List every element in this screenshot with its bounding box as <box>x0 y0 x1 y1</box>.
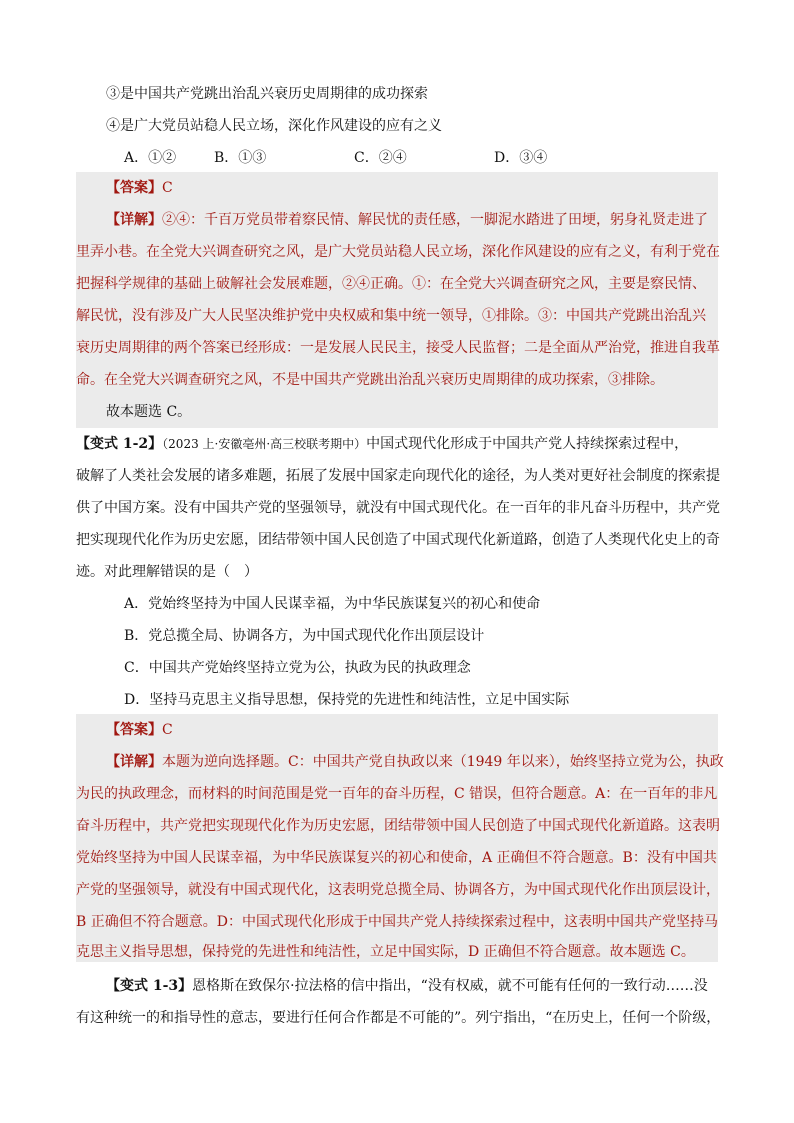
question-text-line: 把实现现代化作为历史宏愿，团结带领中国人民创造了中国式现代化新道路，创造了人类现代化史上的奇 <box>76 532 720 548</box>
detail-line: 衰历史周期律的两个答案已经形成：一是发展人民民主，接受人民监督；二是全面从严治党，推进自我革 <box>76 340 720 356</box>
detail-line: 党始终坚持为中国人民谋幸福，为中华民族谋复兴的初心和使命，A 正确但不符合题意。B：没有中国共 <box>76 850 717 866</box>
question-text-line: 破解了人类社会发展的诸多难题，拓展了发展中国家走向现代化的途径，为人类对更好社会制度的探索提 <box>76 468 720 484</box>
question-1-3-stem <box>106 976 708 996</box>
question-1-2-stem <box>76 434 688 454</box>
detail-line: 为民的执政理念，而材料的时间范围是党一百年的奋斗历程，C 错误，但符合题意。A：在一百年的非凡 <box>76 786 718 802</box>
detail-line: 命。在全党大兴调查研究之风，不是中国共产党跳出治乱兴衰历史周期律的成功探索，③排除。 <box>76 372 664 388</box>
question-text-line: 迹。对此理解错误的是（ ） <box>76 564 258 580</box>
detail-line: 克思主义指导思想，保持党的先进性和纯洁性，立足中国实际，D 正确但不符合题意。故本题选 C。 <box>76 944 695 960</box>
option-d: D．③④ <box>494 150 548 166</box>
option-c: C．②④ <box>354 150 407 166</box>
answer-tag: 【答案】 <box>106 722 162 738</box>
detail-line: 里弄小巷。在全党大兴调查研究之风，是广大党员站稳人民立场，深化作风建设的应有之义，有利于党在 <box>76 244 720 260</box>
detail-tag: 【详解】 <box>106 754 162 770</box>
option-b: B．党总揽全局、协调各方，为中国式现代化作出顶层设计 <box>124 628 485 644</box>
conclusion-text: 故本题选 C。 <box>106 404 192 420</box>
answer-line-2 <box>106 720 173 740</box>
answer-tag: 【答案】 <box>106 180 162 196</box>
question-text: 恩格斯在致保尔·拉法格的信中指出，“没有权威，就不可能有任何的一致行动……没 <box>192 978 708 994</box>
option-a: A．①② <box>124 150 177 166</box>
question-tag: 【变式 1-2】 <box>76 436 163 452</box>
detail-line: 把握科学规律的基础上破解社会发展难题，②④正确。①：在全党大兴调查研究之风，主要是察民情、 <box>76 276 706 292</box>
detail-line: B 正确但不符合题意。D：中国式现代化形成于中国共产党人持续探索过程中，这表明中国共产党坚持马 <box>76 914 718 930</box>
option-b: B．①③ <box>214 150 267 166</box>
answer-value: C <box>162 722 173 738</box>
statement-4: ④是广大党员站稳人民立场，深化作风建设的应有之义 <box>106 118 442 134</box>
detail-line: 产党的坚强领导，就没有中国式现代化，这表明党总揽全局、协调各方，为中国式现代化作出顶层设计， <box>76 882 720 898</box>
option-d: D．坚持马克思主义指导思想，保持党的先进性和纯洁性，立足中国实际 <box>124 692 570 708</box>
option-c: C．中国共产党始终坚持立党为公，执政为民的执政理念 <box>124 660 471 676</box>
detail-tag: 【详解】 <box>106 212 162 228</box>
question-tag: 【变式 1-3】 <box>106 978 193 994</box>
detail-line: 解民忧，没有涉及广大人民坚决维护党中央权威和集中统一领导，①排除。③：中国共产党跳出治乱兴 <box>76 308 706 324</box>
answer-line-1 <box>106 178 173 198</box>
question-text-line: 有这种统一的和指导性的意志，要进行任何合作都是不可能的”。列宁指出，“在历史上，任何一个阶级， <box>76 1010 721 1026</box>
statement-3: ③是中国共产党跳出治乱兴衰历史周期律的成功探索 <box>106 86 428 102</box>
question-text-line: 供了中国方案。没有中国共产党的坚强领导，就没有中国式现代化。在一百年的非凡奋斗历程中，共产党 <box>76 500 720 516</box>
question-text: 中国式现代化形成于中国共产党人持续探索过程中， <box>366 436 689 452</box>
detail-line <box>106 752 724 772</box>
detail-line: 奋斗历程中，共产党把实现现代化作为历史宏愿，团结带领中国人民创造了中国式现代化新道路。这表明 <box>76 818 720 834</box>
detail-text: 本题为逆向选择题。C：中国共产党自执政以来（1949 年以来），始终坚持立党为公，执政 <box>162 754 724 770</box>
answer-value: C <box>162 180 173 196</box>
option-a: A．党始终坚持为中国人民谋幸福，为中华民族谋复兴的初心和使命 <box>124 596 541 612</box>
question-source: （2023 上·安徽亳州·高三校联考期中） <box>162 437 367 451</box>
detail-text: ②④：千百万党员带着察民情、解民忧的责任感，一脚泥水踏进了田埂，躬身礼贤走进了 <box>162 212 708 228</box>
detail-line <box>106 210 708 230</box>
